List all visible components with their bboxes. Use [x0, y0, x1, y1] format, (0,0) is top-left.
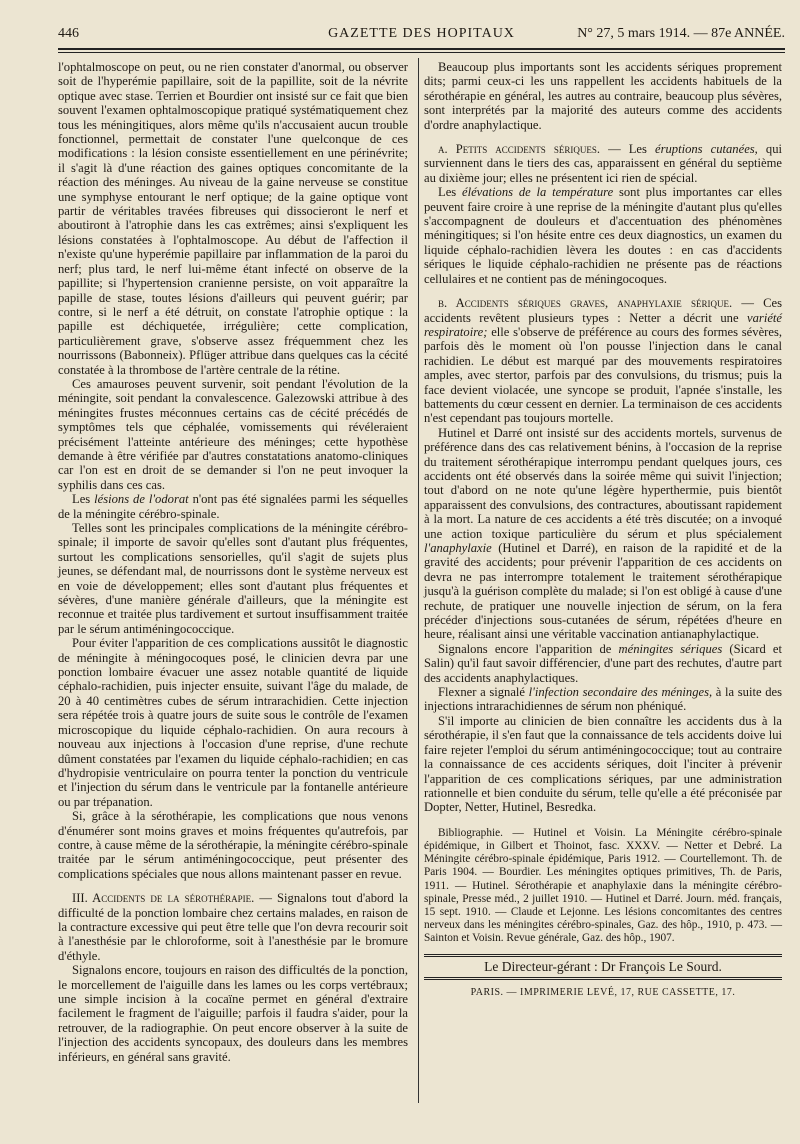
paragraph: l'ophtalmoscope on peut, ou ne rien constater d'anormal, ou observer soit de l'hyperémie papillaire, soit de la papillite, soit de la névrite optique avec stase. Terrien et Bourdier ont insisté sur ce fait que bien souvent l'examen ophtalmoscopique pratiqué systématiquement chez tous les méningitiques, alors même qu'ils n'accusaient aucun trouble fonctionnel, permettait de constater l'une quelconque de ces modifications : la lésion consiste essentiellement en une périnévrite; il s'agit là d'une réaction des gaines optiques concomitante de la réaction des méninges. Au niveau de la gaine nerveuse se constitue une symphyse entourant le nerf optique; de la gaine optique vont partir de véritables travées fibreuses qui dissocieront le nerf et aboutiront à l'atrophie dans les cas extrêmes; ainsi s'expliquent les lésions constatées à l'ophtalmoscope. Au début de l'affection il n'existe qu'une hyperémie papillaire par inflammation de la paroi du nerf; plus tard, le nerf lui-même étant infecté on observe de la papillite; si l'hypertension cranienne persiste, on voit apparaître la papille de stase, toutes lésions d'ailleurs qui peuvent guérir; par contre, si le nerf a été détruit, on constate l'atrophie optique : la papille est déchiquetée, irrégulière; cette complication, particulièrement grave, s'observe assez fréquemment chez les nourrissons (Babonneix). Pflüger attribue dans quelques cas la cécité constatée à la thrombose de l'artère centrale de la rétine.: [58, 60, 408, 377]
masthead: [58, 24, 785, 46]
paragraph: S'il importe au clinicien de bien connaître les accidents dus à la sérothérapie, il s'en faut que la connaissance de tels accidents doive lui faire rejeter l'emploi du sérum antiméningococcique; tout au contraire la connaissance de ces accidents sériques, doit l'inciter à prévenir l'apparition de ces complications sériques, par une administration rationnelle et bien conduite du sérum, telle qu'elle a été préconisée par Dopter, Netter, Hutinel, Besredka.: [424, 713, 782, 815]
paragraph: Signalons encore, toujours en raison des difficultés de la ponction, le morcellement de l'aiguille dans les lames ou les corps vertébraux; une simple incision à la cocaïne permet en général d'extraire facilement le fragment de l'aiguille; parfois il faudra s'aider, pour la retrouver, de la radiographie. On peut encore observer à la suite de l'injection des accidents syncopaux, des douleurs dans les membres inférieurs, en général sans gravité.: [58, 963, 408, 1064]
paragraph: Pour éviter l'apparition de ces complications aussitôt le diagnostic de méningite à méningocoques posé, le clinicien devra par une ponction lombaire évacuer une assez notable quantité de liquide céphalo-rachidien, puis injecter ensuite, suivant l'âge du malade, de 20 à 40 centimètres cubes de sérum intrarachidien. Cette injection sera répétée trois à quatre jours de suite sous le contrôle de l'examen microscopique du liquide céphalo-rachidien. On aura recours à nouveau aux injections à l'occasion d'une reprise, d'une rechute dûment constatées par l'examen du liquide céphalo-rachidien; en cas d'hydropisie ventriculaire on pourra tenter la ponction du ventricule et l'injection du sérum dans le ventricule par la fontanelle antérieure ou par trépanation.: [58, 636, 408, 809]
paragraph: Les lésions de l'odorat n'ont pas été signalées parmi les séquelles de la méningite cérébro-spinale.: [58, 492, 408, 521]
issue-line: N° 27, 5 mars 1914. — 87e ANNÉE.: [577, 26, 785, 41]
right-column: [424, 60, 782, 1000]
journal-title: GAZETTE DES HOPITAUX: [328, 26, 515, 41]
section-paragraph: III. Accidents de la sérothérapie. — Signalons tout d'abord la difficulté de la ponction lombaire chez certains malades, en raison de la contracture excessive qui peut être telle que l'on devra recourir soit à l'anesthésie par le chloroforme, soit à l'anesthésie par le bromure d'éthyle.: [58, 891, 408, 963]
paragraph: Flexner a signalé l'infection secondaire des méninges, à la suite des injections intrarachidiennes de sérum non phéniqué.: [424, 685, 782, 714]
subsection-paragraph: b. Accidents sériques graves, anaphylaxie sérique. — Ces accidents revêtent plusieurs types : Netter a décrit une variété respiratoire; elle s'observe de préférence au cours des formes sévères, parfois dès le moment où l'on pousse l'injection dans le canal rachidien. Le début est marqué par des mouvements respiratoires amples, avec stertor, parfois par des convulsions, du trismus; puis la face devient violacée, une syncope se produit, l'apnée s'installe, les battements du cœur cessent en dernier. La terminaison de ces accidents n'est cependant pas toujours mortelle.: [424, 296, 783, 426]
paragraph: Hutinel et Darré ont insisté sur des accidents mortels, survenus de préférence dans des cas relativement bénins, à l'occasion de la reprise du traitement sérothérapique interrompu pendant quelques jours, ces accidents ont été observés dans la soirée même qui suivit l'injection; tout d'abord on ne note qu'une légère hyperthermie, puis bientôt apparaissent des convulsions, des contractures, aboutissant rapidement à la mort. La nature de ces accidents a été très discutée; on a invoqué une action toxique particulière du sérum et plus spécialement l'anaphylaxie (Hutinel et Darré), en raison de la rapidité et de la gravité des accidents; pour prévenir l'apparition de ces accidents on devra ne pas interrompre totalement le traitement sérothérapique jusqu'à la guérison complète du malade; si l'on est obligé à cause d'une rechute, de pratiquer une nouvelle injection de sérum, on la fera précéder d'injections sous-cutanées de sérum, répétées d'heure en heure, réalisant ainsi une véritable vaccination antianaphylactique.: [424, 425, 782, 642]
paragraph: Ces amauroses peuvent survenir, soit pendant l'évolution de la méningite, soit pendant la convalescence. Galezowski attribue à des méningites frustes méconnues certains cas de cécité précédés de symptômes tels que céphalée, vomissements qui révéleraient précisément l'atteinte antérieure des méninges; cette hypothèse demande à être vérifiée par d'autres constatations anatomo-cliniques car l'on est en droit de se demander si l'on ne peut invoquer la syphilis dans ces cas.: [58, 376, 408, 492]
subsection-heading: a. Petits accidents sériques.: [438, 142, 600, 157]
subsection-heading: b. Accidents sériques graves, anaphylaxie sérique.: [438, 296, 733, 311]
emphasis: lésions de l'odorat: [94, 492, 189, 507]
paragraph: Si, grâce à la sérothérapie, les complications que nous venons d'énumérer sont moins graves et moins fréquentes qu'autrefois, par contre, à cause même de la sérothérapie, la méningite cérébro-spinale traitée par le sérum antiméningococcique, peut présenter des complications spéciales que nous allons maintenant passer en revue.: [58, 809, 409, 881]
header-rule: [58, 48, 785, 50]
paragraph: Telles sont les principales complications de la méningite cérébro-spinale; il importe de savoir qu'elles sont d'autant plus fréquentes, surtout les complications sensorielles, qu'il s'agit de sujets plus jeunes, se défendant mal, de nourrissons dont le système nerveux est en voie de développement; elles sont d'autant plus fréquentes et sévères, d'une manière générale d'ailleurs, que la méningite est reconnue et traitée plus tardivement et surtout insuffisamment traitée par le sérum antiméningococcique.: [58, 521, 408, 636]
paragraph: Les élévations de la température sont plus importantes car elles peuvent faire croire à une reprise de la méningite d'autant plus qu'elles s'accompagnent de douleurs et d'accentuation des phénomènes méningitiques; si l'on hésite entre ces deux diagnostics, un examen du liquide céphalo-rachidien lèvera les doutes : en cas d'accidents sériques le liquide céphalo-rachidien ne présente pas de réactions cellulaires et ne contient pas de méningocoques.: [424, 185, 782, 286]
paragraph: Beaucoup plus importants sont les accidents sériques proprement dits; parmi ceux-ci les uns rappellent les accidents habituels de la sérothérapie en général, les autres au contraire, beaucoup plus sévères, sont interprétés par la majorité des auteurs comme des accidents d'ordre anaphylactique.: [424, 60, 782, 132]
printer-imprint: PARIS. — IMPRIMERIE LEVÉ, 17, RUE CASSETTE, 17.: [470, 986, 736, 998]
column-divider: [418, 58, 419, 1103]
director-signature: Le Directeur-gérant : Dr François Le Sourd.: [424, 954, 782, 980]
page-number: 446: [58, 26, 79, 41]
left-column: [58, 60, 408, 1064]
header-rule-thin: [58, 52, 785, 53]
bibliography: Bibliographie. — Hutinel et Voisin. La Méningite cérébro-spinale épidémique, in Gilbert et Thoinot, fasc. XXXV. — Netter et Debré. La Méningite cérébro-spinale épidémique, Paris 1912. — Courtellemont. Th. de Paris 1904. — Bourdier. Les méningites optiques primitives, Th. de Paris, 1911. — Hutinel. Sérothérapie et anaphylaxie dans la méningite cérébro-spinale, Presse méd., 2 juillet 1910. — Hutinel et Darré. Journ. méd. français, 15 sept. 1910. — Claude et Lejonne. Les lésions concomitantes des centres nerveux dans les méningites cérébro-spinales, Gaz. des hôp., 1910, p. 473. — Sainton et Voisin. Revue générale, Gaz. des hôp., 1907.: [424, 826, 782, 945]
paragraph: Signalons encore l'apparition de méningites sériques (Sicard et Salin) qu'il faut savoir différencier, d'une part des rechutes, d'autre part des accidents anaphylactiques.: [424, 641, 782, 685]
subsection-paragraph: a. Petits accidents sériques. — Les éruptions cutanées, qui surviennent dans le tiers des cas, apparaissent en général du septième au dixième jour; elles ne présentent ici rien de spécial.: [424, 142, 783, 185]
section-heading: III. Accidents de la sérothérapie.: [72, 891, 255, 906]
